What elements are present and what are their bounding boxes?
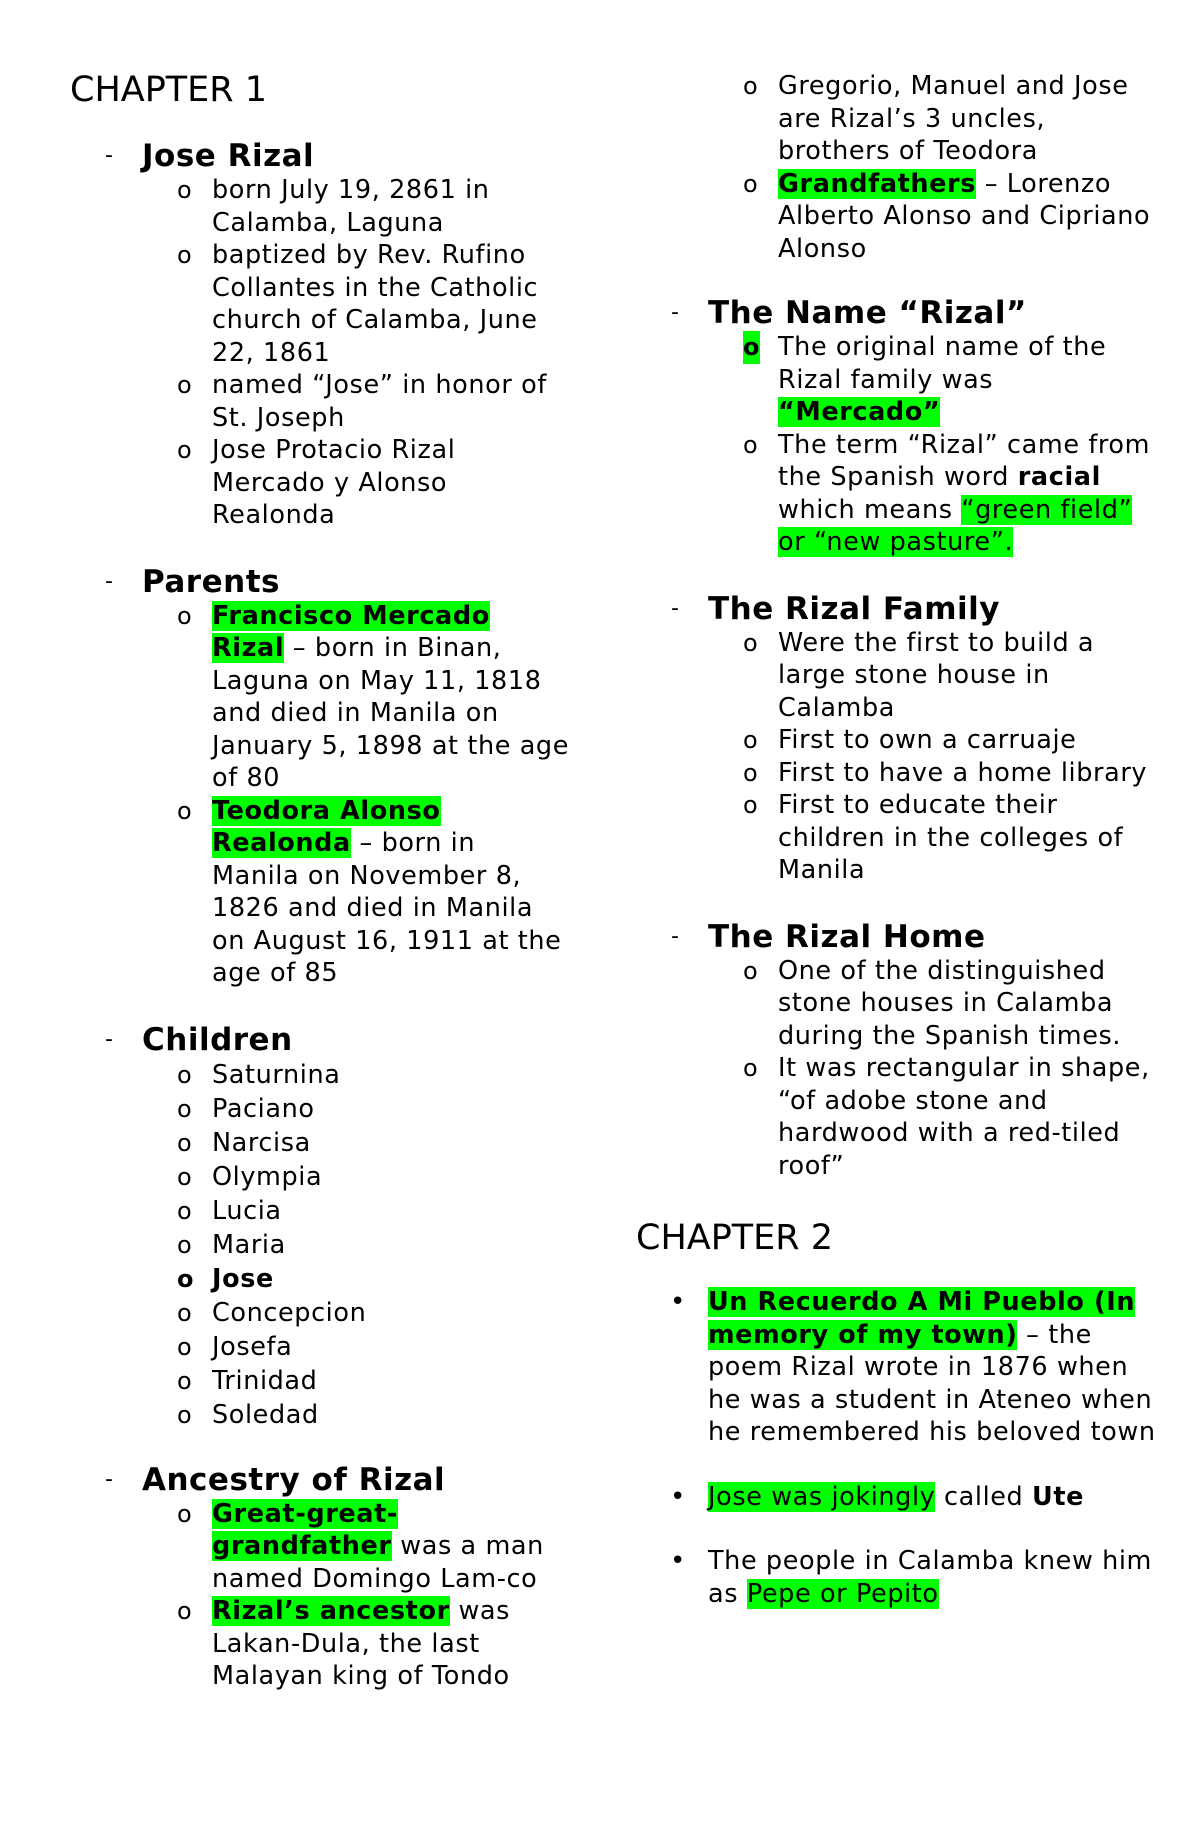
bullet-dot-icon: • (670, 1546, 686, 1576)
highlighted-text: Teodora Alonso Realonda (212, 795, 441, 858)
heading-text: Ancestry of Rizal (142, 1461, 446, 1498)
children-list (70, 1058, 570, 1432)
circle-bullet-icon: o (177, 436, 193, 464)
circle-bullet-icon: o (177, 241, 193, 269)
dash-bullet: - (671, 300, 680, 325)
bold-word: racial (1017, 462, 1101, 492)
circle-bullet-icon: o (177, 1060, 193, 1089)
list-item: o Paciano (177, 1093, 315, 1124)
list-item: o Narcisa (177, 1127, 311, 1158)
bullet-dot-icon: • (670, 1481, 686, 1512)
section-ancestry (70, 1462, 570, 1693)
circle-bullet-icon: o (177, 1597, 193, 1625)
heading-text: The Rizal Family (708, 590, 1000, 627)
sub-list (70, 600, 570, 990)
list-item: o Gregorio, Manuel and Jose are Rizal’s 3 uncles, brothers of Teodora (743, 71, 1129, 166)
section-rizal-home (636, 919, 1156, 1183)
circle-bullet-icon: o (743, 169, 759, 198)
highlighted-text: Grandfathers (778, 168, 977, 199)
circle-bullet-icon: o (177, 1264, 195, 1293)
list-item: o First to educate their children in the colleges of Manila (743, 790, 1124, 885)
list-item: • Un Recuerdo A Mi Pueblo (In memory of my town) – the poem Rizal wrote in 1876 when he was a student in Ateneo when he remembered his beloved town (670, 1287, 1156, 1447)
circle-bullet-icon: o (743, 1054, 759, 1082)
circle-bullet-icon: o (177, 1332, 193, 1361)
list-item: o It was rectangular in shape, “of adobe stone and hardwood with a red-tiled roof” (743, 1053, 1150, 1181)
right-column (636, 0, 1156, 1610)
section-children (70, 1022, 570, 1432)
circle-bullet-icon: o (177, 1162, 193, 1191)
dash-bullet: - (671, 923, 680, 949)
dash-bullet: - (105, 1026, 114, 1052)
bold-word: Ute (1032, 1481, 1085, 1512)
list-item: o Great-great-grandfather was a man named Domingo Lam-co (177, 1498, 544, 1594)
circle-bullet-icon: o (177, 1400, 193, 1429)
section-jose-rizal (70, 138, 570, 532)
section-heading (70, 1022, 570, 1058)
circle-bullet-icon: o (177, 601, 193, 630)
circle-bullet-icon: o (743, 726, 759, 754)
circle-bullet-icon: o (743, 72, 759, 100)
list-item: o Soledad (177, 1399, 319, 1430)
circle-bullet-icon: o (177, 176, 193, 204)
section-heading (70, 564, 570, 600)
list-item: o Grandfathers – Lorenzo Alberto Alonso and Cipriano Alonso (743, 168, 1151, 264)
highlighted-text: Rizal’s ancestor (212, 1596, 450, 1626)
circle-bullet-icon: o (743, 628, 759, 657)
section-heading (636, 591, 1156, 627)
highlighted-text: Francisco Mercado Rizal (212, 600, 490, 663)
list-item: o First to have a home library (743, 757, 1148, 788)
list-item: o Francisco Mercado Rizal – born in Binan, Laguna on May 11, 1818 and died in Manila on January 5, 1898 at the age of 80 (177, 600, 569, 793)
highlighted-text: Jose was jokingly (708, 1481, 936, 1512)
circle-bullet-icon: o (177, 1499, 193, 1528)
sub-list (636, 627, 1156, 887)
section-heading (636, 295, 1156, 331)
list-item: o Concepcion (177, 1297, 367, 1328)
section-name-rizal (636, 295, 1156, 559)
circle-bullet-icon: o (743, 791, 759, 819)
dash-bullet: - (105, 568, 114, 594)
list-item: o Rizal’s ancestor was Lakan-Dula, the last Malayan king of Tondo (177, 1596, 511, 1691)
list-item: o Saturnina (177, 1059, 341, 1090)
circle-bullet-icon: o (743, 331, 760, 364)
dash-bullet: - (105, 1466, 114, 1492)
circle-bullet-icon: o (743, 956, 759, 985)
sub-list (70, 174, 570, 532)
chapter-2-list (636, 1286, 1156, 1610)
chapter-1-heading: CHAPTER 1 (70, 70, 268, 110)
dash-bullet: - (671, 595, 680, 621)
sub-list (636, 955, 1156, 1183)
list-item: o The term “Rizal” came from the Spanish word racial which means “green field” or “new pasture”. (743, 429, 1151, 557)
section-rizal-family (636, 591, 1156, 887)
circle-bullet-icon: o (177, 1094, 193, 1123)
left-column (70, 0, 570, 1693)
highlighted-text: Un Recuerdo A Mi Pueblo (In memory of my town) (708, 1287, 1136, 1350)
circle-bullet-icon: o (743, 758, 759, 787)
dash-bullet: - (105, 143, 114, 168)
highlighted-text: Great-great-grandfather (212, 1498, 399, 1561)
list-item: o Josefa (177, 1331, 293, 1362)
list-item: o Teodora Alonso Realonda – born in Manila on November 8, 1826 and died in Manila on August 16, 1911 at the age of 85 (177, 795, 562, 988)
list-item: o named “Jose” in honor of St. Joseph (177, 370, 547, 433)
list-item: o Maria (177, 1229, 286, 1260)
circle-bullet-icon: o (177, 1366, 193, 1395)
list-item: o Trinidad (177, 1365, 318, 1396)
heading-text: The Rizal Home (708, 918, 986, 955)
circle-bullet-icon: o (743, 430, 759, 459)
bullet-dot-icon: • (670, 1287, 686, 1317)
chapter-2-heading: CHAPTER 2 (636, 1218, 834, 1258)
circle-bullet-icon: o (177, 796, 193, 825)
list-item: o Were the first to build a large stone house in Calamba (743, 627, 1095, 723)
list-item: o First to own a carruaje (743, 725, 1077, 755)
section-parents (70, 564, 570, 990)
list-item: • The people in Calamba knew him as Pepe or Pepito (670, 1546, 1152, 1609)
list-item: o Jose (177, 1263, 274, 1294)
list-item: o baptized by Rev. Rufino Collantes in the Catholic church of Calamba, June 22, 1861 (177, 240, 539, 368)
highlighted-text: “Mercado” (778, 397, 941, 427)
highlighted-text: Pepe or Pepito (746, 1578, 939, 1609)
sub-list (70, 1498, 570, 1693)
list-item: o Olympia (177, 1161, 323, 1192)
circle-bullet-icon: o (177, 1298, 193, 1327)
list-item: o born July 19, 2861 in Calamba, Laguna (177, 175, 490, 238)
heading-text: The Name “Rizal” (708, 295, 1027, 331)
list-item: o The original name of the Rizal family was “Mercado” (743, 332, 1107, 427)
heading-text: Jose Rizal (142, 138, 315, 174)
circle-bullet-icon: o (177, 1230, 193, 1259)
heading-text: Children (142, 1021, 293, 1058)
highlighted-text: “green field” or “new pasture”. (778, 494, 1133, 557)
circle-bullet-icon: o (177, 1196, 193, 1225)
section-heading (70, 138, 570, 174)
list-item: o Lucia (177, 1195, 282, 1226)
list-item: o One of the distinguished stone houses in Calamba during the Spanish times. (743, 955, 1122, 1051)
circle-bullet-icon: o (177, 371, 193, 399)
section-heading (636, 919, 1156, 955)
list-item: o Jose Protacio Rizal Mercado y Alonso Realonda (177, 435, 456, 530)
circle-bullet-icon: o (177, 1128, 193, 1157)
sub-list-continued (636, 70, 1156, 265)
section-heading (70, 1462, 570, 1498)
sub-list (636, 331, 1156, 559)
list-item: • Jose was jokingly called Ute (670, 1481, 1085, 1512)
heading-text: Parents (142, 563, 280, 600)
